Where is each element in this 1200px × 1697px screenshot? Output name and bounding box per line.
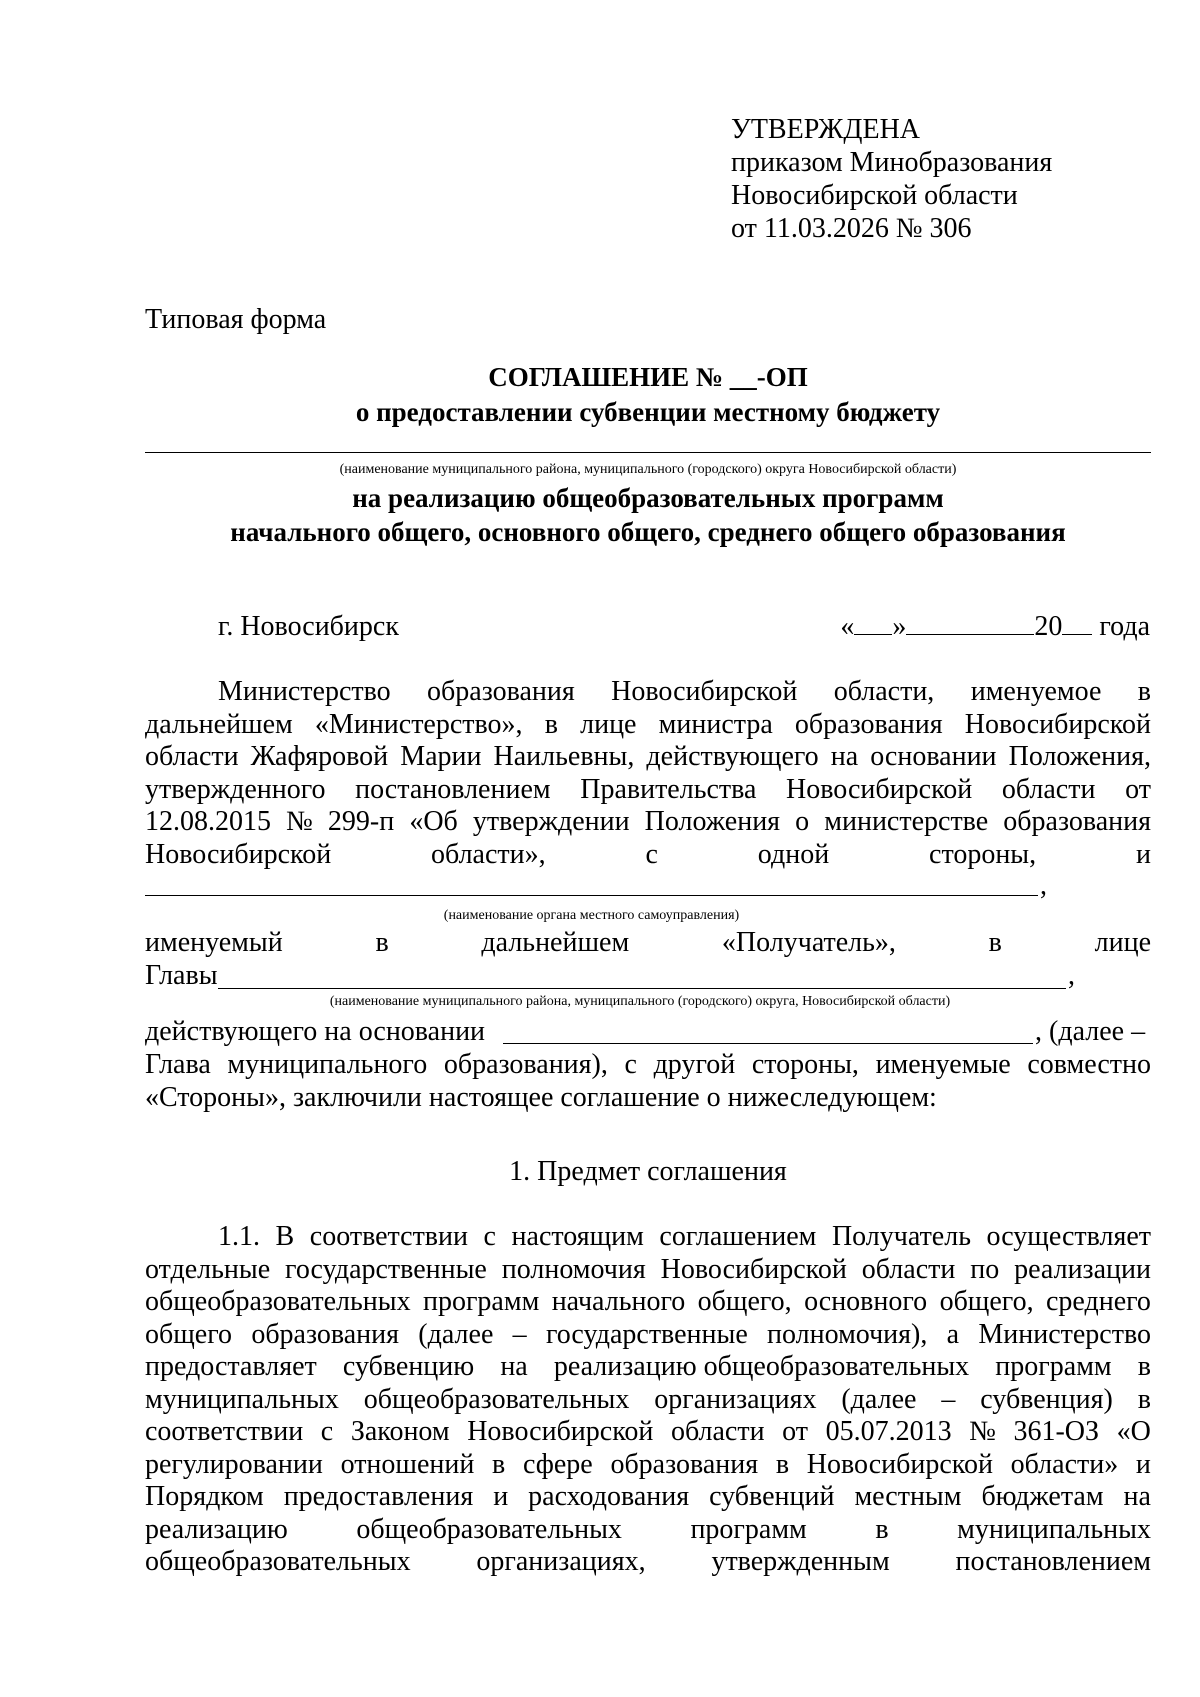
section-line-6 [145, 1384, 1151, 1417]
word: министерстве [824, 806, 989, 837]
approval-line-2: приказом Минобразования [731, 147, 1053, 178]
word: организациях, [476, 1546, 646, 1577]
word: 05.07.2013 [825, 1416, 952, 1447]
recipient-line [145, 927, 1151, 960]
word: – [512, 1318, 527, 1350]
section-1-heading: 1. Предмет соглашения [509, 1156, 787, 1187]
word: в [544, 708, 558, 740]
section-line-3 [145, 1286, 1151, 1319]
approval-line-1: УТВЕРЖДЕНА [731, 114, 921, 145]
word: бюджетам [981, 1481, 1104, 1512]
word: в [492, 1448, 506, 1480]
word: министра [658, 708, 773, 740]
word: предоставления [283, 1481, 474, 1512]
section-line-11 [145, 1546, 1151, 1579]
word: области [861, 1253, 956, 1285]
word: с [624, 1049, 637, 1080]
word: общеобразовательных [145, 1546, 411, 1577]
word: в [1137, 1383, 1151, 1415]
word: 361-ОЗ [1013, 1416, 1100, 1447]
word: расходования [528, 1481, 690, 1512]
agreement-subtitle: о предоставлении субвенции местному бюджету [355, 397, 941, 427]
word: «Об [409, 806, 458, 837]
word: муниципальных [957, 1513, 1151, 1545]
word: Новосибирской [964, 708, 1151, 740]
word: настоящим [511, 1221, 644, 1252]
word: основного [804, 1286, 928, 1317]
preamble-line-4 [145, 774, 1151, 807]
year-prefix: 20 [1034, 611, 1063, 642]
word: стороны, [929, 838, 1037, 870]
word: стороны, [751, 1049, 859, 1080]
approval-line-3: Новосибирской области [731, 180, 1018, 211]
word: именуемые [875, 1049, 1011, 1080]
municipality-caption: (наименование муниципального района, муниципального (городского) округа Новосибирской области) [339, 462, 957, 477]
word: в [375, 927, 389, 958]
word: утвержденного [145, 773, 326, 805]
word: на [830, 741, 859, 772]
preamble-line-1 [145, 676, 1151, 709]
word: общего, [697, 1286, 792, 1317]
year-blank [1062, 610, 1092, 635]
word: местным [854, 1481, 962, 1512]
word: субвенцию [342, 1351, 475, 1382]
word: Законом [350, 1416, 450, 1447]
word: муниципальных [145, 1383, 339, 1415]
word: с [645, 838, 658, 870]
word: «Получатель», [721, 927, 896, 958]
word: в [1137, 676, 1151, 707]
agreement-purpose-line-2: начального общего, основного общего, среднего общего образования [230, 517, 1066, 547]
word: Министерство [978, 1318, 1151, 1350]
word: области [145, 741, 239, 772]
word: Новосибирской [467, 1416, 654, 1447]
word: программ [995, 1351, 1112, 1382]
word: полномочия [501, 1253, 646, 1285]
basis-label: действующего на основании [145, 1016, 486, 1047]
word: от [1125, 773, 1151, 805]
word: Положения [644, 806, 781, 837]
word: области [670, 1416, 765, 1447]
word: образования [1003, 806, 1151, 837]
word: осуществляет [986, 1221, 1151, 1252]
word: 12.08.2015 [145, 806, 271, 837]
city: г. Новосибирск [218, 611, 399, 642]
word: отношений [340, 1448, 475, 1480]
word: лице [580, 708, 637, 740]
word: с [320, 1416, 334, 1447]
preamble-line-3 [145, 741, 1151, 774]
word: на [500, 1351, 528, 1382]
word: в [875, 1513, 889, 1545]
word: на [1123, 1481, 1151, 1512]
word: муниципального [227, 1049, 428, 1080]
word: соглашением [659, 1221, 817, 1252]
word: соответствии [309, 1221, 468, 1252]
word: Марии [400, 741, 482, 772]
preamble-paragraph [145, 676, 1151, 871]
word: Министерство [218, 676, 391, 707]
word: программ [690, 1513, 807, 1545]
word: отдельные [145, 1253, 271, 1285]
basis-suffix: , (далее – [1035, 1016, 1146, 1047]
word: Правительства [580, 773, 757, 805]
preamble-line-6 [145, 839, 1151, 872]
word: дальнейшем [145, 708, 293, 740]
approval-stamp [731, 113, 1052, 245]
agreement-purpose-line-1: на реализацию общеобразовательных программ [352, 483, 944, 513]
word: Наильевны, [493, 741, 635, 772]
word: действующего [646, 741, 819, 772]
date-line [840, 610, 1150, 643]
word: совместно [1027, 1049, 1151, 1080]
word: дальнейшем [481, 927, 630, 958]
word: от [782, 1416, 809, 1447]
word: образования [610, 1448, 759, 1480]
word: области [1001, 773, 1096, 805]
word: именуемый [145, 927, 283, 958]
word: и [1135, 838, 1151, 870]
agreement-title: СОГЛАШЕНИЕ № __-ОП [488, 362, 808, 392]
word: предоставляет [145, 1351, 317, 1382]
word: № [286, 806, 313, 837]
word: полномочия), [767, 1318, 928, 1350]
section-line-8 [145, 1449, 1151, 1482]
word: постановлением [955, 1546, 1151, 1577]
word: образования [251, 1318, 400, 1350]
word: общеобразовательных [363, 1383, 630, 1415]
head-comma: , [1068, 960, 1075, 991]
word: а [946, 1318, 960, 1350]
word: субвенция) [980, 1383, 1113, 1415]
word: «О [1116, 1416, 1151, 1447]
section-line-4 [145, 1319, 1151, 1352]
word: утверждении [472, 806, 630, 837]
word: соответствии [145, 1416, 304, 1447]
word: Новосибирской [806, 1448, 993, 1480]
word: регулировании [145, 1448, 323, 1480]
word: общего, [939, 1286, 1034, 1317]
head-blank-line [218, 988, 1066, 989]
word: и [493, 1481, 509, 1512]
word: образования [427, 676, 575, 707]
preamble-line-11: «Стороны», заключили настоящее соглашение о нижеследующем: [145, 1081, 937, 1113]
word: общеобразовательных [145, 1286, 411, 1317]
word: реализацию [145, 1513, 288, 1545]
section-line-10 [145, 1514, 1151, 1547]
word: Новосибирской [145, 838, 332, 870]
word: общеобразовательных [356, 1513, 622, 1545]
word: в [775, 1448, 790, 1480]
local-government-caption: (наименование органа местного самоуправления) [443, 908, 740, 923]
word: субвенций [709, 1481, 835, 1512]
word: в [1137, 1351, 1151, 1382]
month-blank [906, 610, 1034, 635]
word: реализацию общеобразовательных [553, 1351, 970, 1382]
preamble-line-2 [145, 709, 1151, 742]
local-government-blank-line [145, 895, 1038, 896]
word: одной [757, 838, 830, 870]
word: с [483, 1221, 496, 1252]
word: постановлением [355, 773, 551, 805]
word: именуемое [970, 676, 1102, 707]
section-line-1 [145, 1221, 1151, 1254]
form-type-label: Типовая форма [145, 304, 327, 335]
word: образования [794, 708, 943, 740]
word: и [1135, 1448, 1151, 1480]
word: Порядком [145, 1481, 264, 1512]
word: № [969, 1416, 996, 1447]
recipient-line-1 [145, 927, 1151, 960]
local-government-comma: , [1040, 870, 1047, 901]
word: основании [870, 741, 997, 772]
section-line-7 [145, 1416, 1151, 1449]
approval-line-4: от 11.03.2026 № 306 [731, 213, 972, 244]
preamble-line-5 [145, 806, 1151, 839]
preamble-tail [145, 1049, 1151, 1114]
word: Жафяровой [250, 741, 389, 772]
word: Получатель [831, 1221, 971, 1252]
word: среднего [1045, 1286, 1151, 1317]
word: утвержденным [711, 1546, 890, 1577]
word: лице [1094, 927, 1151, 958]
word: В [275, 1221, 295, 1252]
day-blank [854, 610, 892, 635]
word: по [970, 1253, 1000, 1285]
word: области», [431, 838, 546, 870]
word: общего [145, 1318, 233, 1350]
section-line-2 [145, 1254, 1151, 1287]
word: Глава [145, 1049, 211, 1080]
word: государственные [545, 1318, 748, 1350]
municipality-blank-line [145, 452, 1151, 453]
word: организациях [654, 1383, 817, 1415]
word: – [941, 1383, 956, 1415]
word: сфере [522, 1448, 593, 1480]
section-1-1-paragraph [145, 1221, 1151, 1579]
word: 299-п [327, 806, 395, 837]
word: области, [833, 676, 935, 707]
word: области» [1010, 1448, 1119, 1480]
word: Новосибирской [786, 773, 973, 805]
word: (далее [418, 1318, 494, 1350]
municipality-caption-2: (наименование муниципального района, муниципального (городского) округа, Новосибирской области) [329, 994, 951, 1009]
word: Новосибирской [611, 676, 798, 707]
word: 1.1. [218, 1221, 260, 1252]
word: Положения, [1008, 741, 1151, 772]
section-line-9 [145, 1481, 1151, 1514]
date-open-quote: « [840, 611, 855, 642]
word: (далее [841, 1383, 917, 1415]
preamble-line-10 [145, 1049, 1151, 1082]
word: Новосибирской [660, 1253, 847, 1285]
word: программ [422, 1286, 540, 1317]
date-close-quote: » [892, 611, 907, 642]
word: в [988, 927, 1002, 958]
word: о [795, 806, 810, 837]
year-suffix: года [1099, 611, 1150, 642]
basis-blank-line [503, 1043, 1033, 1044]
section-line-5 [145, 1351, 1151, 1384]
word: государственные [285, 1253, 487, 1285]
word: «Министерство», [314, 708, 523, 740]
word: образования), [443, 1049, 608, 1080]
word: начального [551, 1286, 686, 1317]
word: реализации [1014, 1253, 1151, 1285]
word: другой [653, 1049, 736, 1080]
head-label: Главы [145, 960, 218, 991]
